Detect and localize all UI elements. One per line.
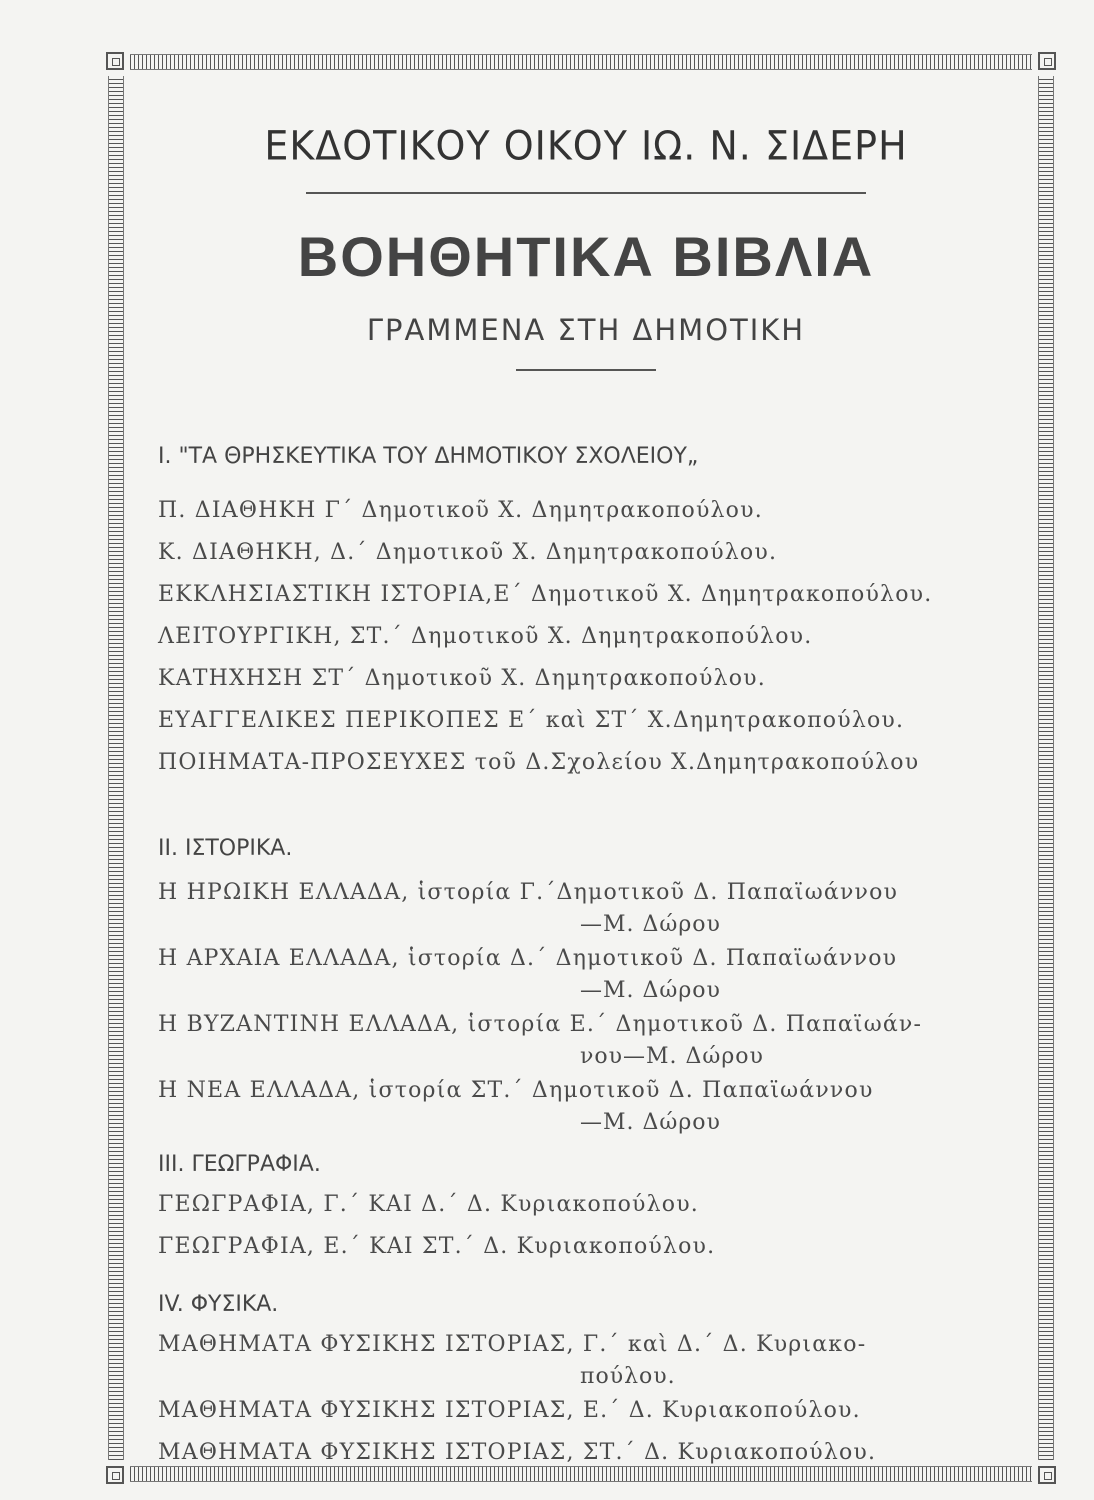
section-heading: II. ΙΣΤΟΡΙΚΑ. bbox=[158, 836, 293, 861]
corner-ornament-icon bbox=[1038, 1466, 1056, 1484]
list-item: Η ΒΥΖΑΝΤΙΝΗ ΕΛΛΑΔΑ, ἱστορία Ε.΄ Δημοτικοῦ Δ. Παπαϊωάν- bbox=[158, 1012, 923, 1037]
list-item: ΚΑΤΗΧΗΣΗ ΣΤ΄ Δημοτικοῦ Χ. Δημητρακοπούλου. bbox=[158, 666, 766, 691]
border-left bbox=[108, 76, 124, 1460]
list-item: Π. ΔΙΑΘΗΚΗ Γ΄ Δημοτικοῦ Χ. Δημητρακοπούλου. bbox=[158, 498, 763, 523]
list-item: ΜΑΘΗΜΑΤΑ ΦΥΣΙΚΗΣ ΙΣΤΟΡΙΑΣ, Γ.΄ καὶ Δ.΄ Δ. Κυριακο- bbox=[158, 1332, 867, 1357]
decorative-border bbox=[108, 54, 1054, 1482]
page-content bbox=[158, 84, 1014, 1465]
list-item: ΓΕΩΓΡΑΦΙΑ, Ε.΄ ΚΑΙ ΣΤ.΄ Δ. Κυριακοπούλου. bbox=[158, 1234, 716, 1259]
list-item: Η ΗΡΩΙΚΗ ΕΛΛΑΔΑ, ἱστορία Γ.΄Δημοτικοῦ Δ. Παπαϊωάννου bbox=[158, 880, 899, 905]
page-subtitle: ΓΡΑΜΜΕΝΑ ΣΤΗ ΔΗΜΟΤΙΚΗ bbox=[366, 313, 806, 347]
corner-ornament-icon bbox=[106, 1466, 124, 1484]
section-heading: IV. ΦΥΣΙΚΑ. bbox=[158, 1292, 279, 1317]
list-item-continuation: νου—Μ. Δώρου bbox=[580, 1044, 764, 1069]
list-item: ΕΚΚΛΗΣΙΑΣΤΙΚΗ ΙΣΤΟΡΙΑ,Ε΄ Δημοτικοῦ Χ. Δημητρακοπούλου. bbox=[158, 582, 933, 607]
page-title: ΒΟΗΘΗΤΙΚΑ ΒΙΒΛΙΑ bbox=[297, 225, 875, 288]
publisher-name: ΕΚΔΟΤΙΚΟΥ ΟΙΚΟΥ ΙΩ. Ν. ΣΙΔΕΡΗ bbox=[264, 122, 908, 170]
list-item-continuation: —Μ. Δώρου bbox=[580, 978, 721, 1003]
list-item: ΓΕΩΓΡΑΦΙΑ, Γ.΄ ΚΑΙ Δ.΄ Δ. Κυριακοπούλου. bbox=[158, 1192, 699, 1217]
list-item-continuation: —Μ. Δώρου bbox=[580, 1110, 721, 1135]
list-item: ΜΑΘΗΜΑΤΑ ΦΥΣΙΚΗΣ ΙΣΤΟΡΙΑΣ, ΣΤ.΄ Δ. Κυριακοπούλου. bbox=[158, 1440, 877, 1465]
border-bottom bbox=[130, 1466, 1032, 1482]
list-item: Η ΑΡΧΑΙΑ ΕΛΛΑΔΑ, ἱστορία Δ.΄ Δημοτικοῦ Δ. Παπαϊωάννου bbox=[158, 946, 898, 971]
section-heading: I. "ΤΑ ΘΡΗΣΚΕΥΤΙΚΑ ΤΟΥ ΔΗΜΟΤΙΚΟΥ ΣΧΟΛΕΙΟΥ„ bbox=[158, 444, 699, 469]
border-top bbox=[130, 54, 1032, 70]
list-item: ΠΟΙΗΜΑΤΑ-ΠΡΟΣΕΥΧΕΣ τοῦ Δ.Σχολείου Χ.Δημητρακοπούλου bbox=[158, 750, 920, 775]
corner-ornament-icon bbox=[106, 52, 124, 70]
list-item: ΕΥΑΓΓΕΛΙΚΕΣ ΠΕΡΙΚΟΠΕΣ Ε΄ καὶ ΣΤ΄ Χ.Δημητρακοπούλου. bbox=[158, 708, 905, 733]
list-item: Κ. ΔΙΑΘΗΚΗ, Δ.΄ Δημοτικοῦ Χ. Δημητρακοπούλου. bbox=[158, 540, 778, 565]
list-item: Η ΝΕΑ ΕΛΛΑΔΑ, ἱστορία ΣΤ.΄ Δημοτικοῦ Δ. Παπαϊωάννου bbox=[158, 1078, 874, 1103]
list-item-continuation: πούλου. bbox=[580, 1364, 676, 1389]
section-heading: III. ΓΕΩΓΡΑΦΙΑ. bbox=[158, 1152, 321, 1177]
list-item: ΜΑΘΗΜΑΤΑ ΦΥΣΙΚΗΣ ΙΣΤΟΡΙΑΣ, Ε.΄ Δ. Κυριακοπούλου. bbox=[158, 1398, 861, 1423]
border-right bbox=[1038, 76, 1054, 1460]
list-item-continuation: —Μ. Δώρου bbox=[580, 912, 721, 937]
catalog-list bbox=[158, 84, 1014, 1465]
corner-ornament-icon bbox=[1038, 52, 1056, 70]
list-item: ΛΕΙΤΟΥΡΓΙΚΗ, ΣΤ.΄ Δημοτικοῦ Χ. Δημητρακοπούλου. bbox=[158, 624, 813, 649]
